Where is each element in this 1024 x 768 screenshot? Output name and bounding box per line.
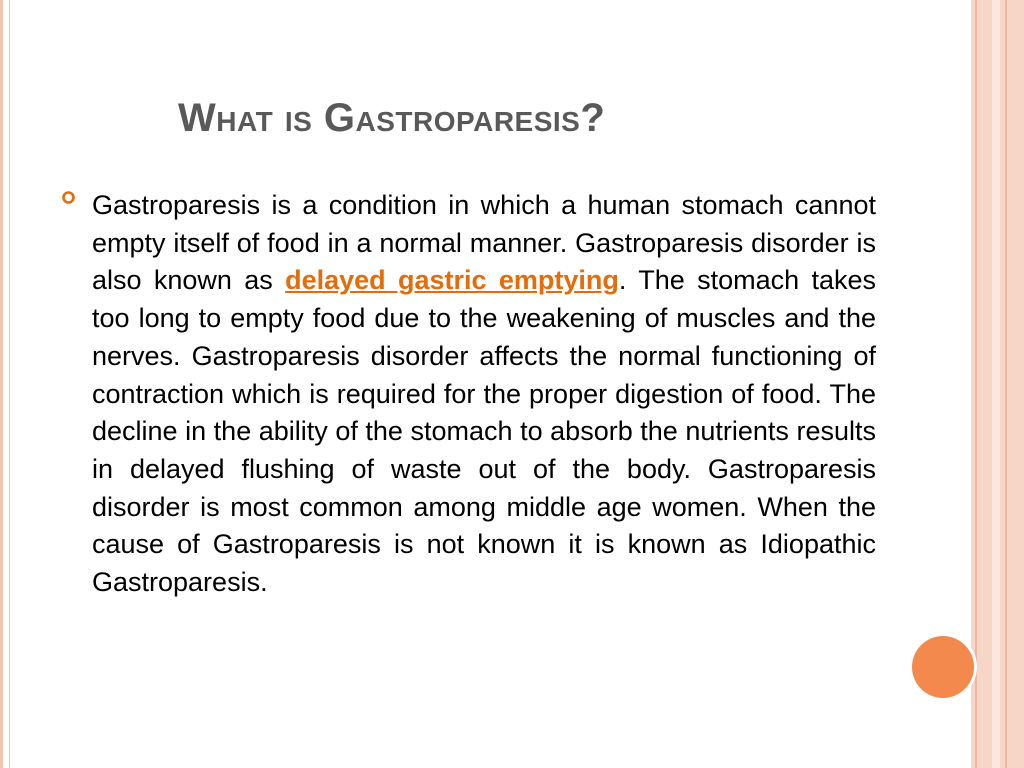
body-text-part-2: . The stomach takes too long to empty food due to the weakening of muscles and the nerves. Gastroparesis disorder affects the normal functioning of contraction which is required for the proper digestion of food. The decline in the ability of the stomach to absorb the nutrients results in delayed flushing of waste out of the body. Gastroparesis disorder is most common among middle age women. When the cause of Gastroparesis is not known it is known as Idiopathic Gastroparesis. xyxy=(92,265,877,598)
decorative-circle xyxy=(912,636,974,698)
right-decorative-line xyxy=(992,0,1000,768)
right-decorative-line xyxy=(975,0,977,768)
slide-border-inner-line xyxy=(9,0,10,768)
ring-bullet-icon xyxy=(61,190,76,205)
delayed-gastric-emptying-link[interactable]: delayed gastric emptying xyxy=(285,265,619,296)
right-decorative-line xyxy=(1005,0,1007,768)
body-text-part-1: Gastroparesis is a condition in which a human stomach cannot empty itself of food in a normal manner. Gastroparesis disorder is also known as xyxy=(92,190,876,296)
slide-title: What is Gastroparesis? xyxy=(178,96,606,140)
bullet-paragraph xyxy=(92,187,876,602)
